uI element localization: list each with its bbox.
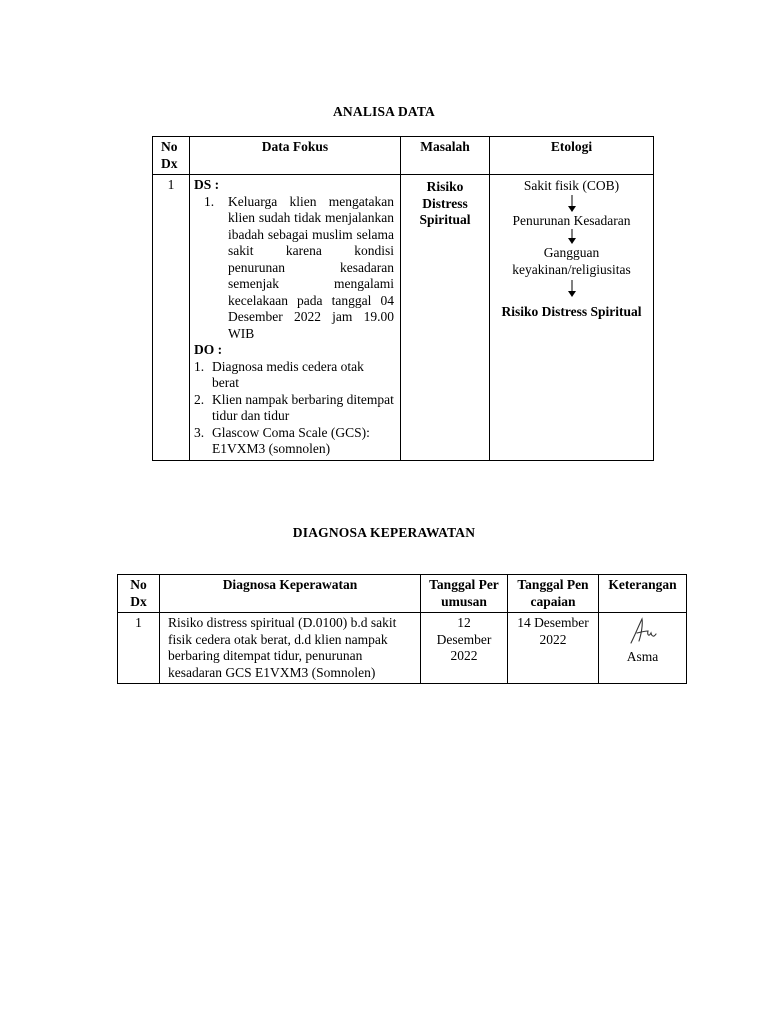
header-no-dx: No Dx xyxy=(118,575,160,613)
etologi-item: Penurunan Kesadaran xyxy=(512,212,631,228)
etologi-item: Sakit fisik (COB) xyxy=(523,178,620,193)
etologi-item: Gangguan keyakinan/religiusitas xyxy=(512,245,631,277)
masalah-text: Risiko Distress Spiritual xyxy=(419,179,471,227)
diagnosa-table xyxy=(117,574,687,684)
tgl-perumusan: 12 Desember 2022 xyxy=(421,613,508,684)
diagnosa-text: Risiko distress spiritual (D.0100) b.d sakit fisik cedera otak berat, d.d klien nampak berbaring ditempat tidur, penurunan kesadaran GCS E1VXM3 (Somnolen) xyxy=(160,613,421,684)
header-data-fokus: Data Fokus xyxy=(190,137,401,175)
diagnosa-title: DIAGNOSA KEPERAWATAN xyxy=(292,525,476,540)
data-fokus-cell xyxy=(190,175,401,461)
analisa-table xyxy=(152,136,654,461)
down-arrow-icon xyxy=(566,229,578,245)
header-keterangan: Keterangan xyxy=(599,575,687,613)
down-arrow-icon xyxy=(566,278,578,300)
masalah-cell xyxy=(401,175,490,461)
analisa-row xyxy=(153,175,654,461)
ds-item: 1. Keluarga klien mengatakan klien sudah tidak menjalankan ibadah sebagai muslim selama sakit karena kondisi penurunan kesadaran semenjak mengalami kecelakaan pada tanggal 04 Desember 2022 jam 19.00 WIB xyxy=(204,193,394,341)
header-no-dx: No Dx xyxy=(153,137,190,175)
etologi-result: Risiko Distress Spiritual xyxy=(501,304,642,319)
keterangan-cell xyxy=(599,613,687,684)
do-item: 2. Klien nampak berbaring ditempat tidur dan tidur xyxy=(194,391,394,423)
do-item: 1. Diagnosa medis cedera otak berat xyxy=(194,358,364,390)
header-diagnosa: Diagnosa Keperawatan xyxy=(160,575,421,613)
signature-icon xyxy=(623,615,663,649)
ds-label: DS : xyxy=(194,177,220,192)
diagnosa-row xyxy=(118,613,687,684)
header-tgl-pencapaian: Tanggal Pencapaian xyxy=(508,575,599,613)
header-tgl-perumusan: Tanggal Perumusan xyxy=(421,575,508,613)
row-no: 1 xyxy=(153,175,190,461)
analisa-title: ANALISA DATA xyxy=(332,104,436,119)
do-label: DO : xyxy=(194,342,223,357)
row-no: 1 xyxy=(118,613,160,684)
tgl-pencapaian: 14 Desember 2022 xyxy=(508,613,599,684)
header-etologi: Etologi xyxy=(490,137,654,175)
down-arrow-icon xyxy=(566,195,578,213)
signature-name: Asma xyxy=(626,649,659,664)
header-masalah: Masalah xyxy=(401,137,490,175)
analisa-header-row xyxy=(153,137,654,175)
do-item: 3. Glascow Coma Scale (GCS): E1VXM3 (somnolen) xyxy=(194,424,370,456)
diagnosa-header-row xyxy=(118,575,687,613)
etologi-cell xyxy=(490,175,654,461)
